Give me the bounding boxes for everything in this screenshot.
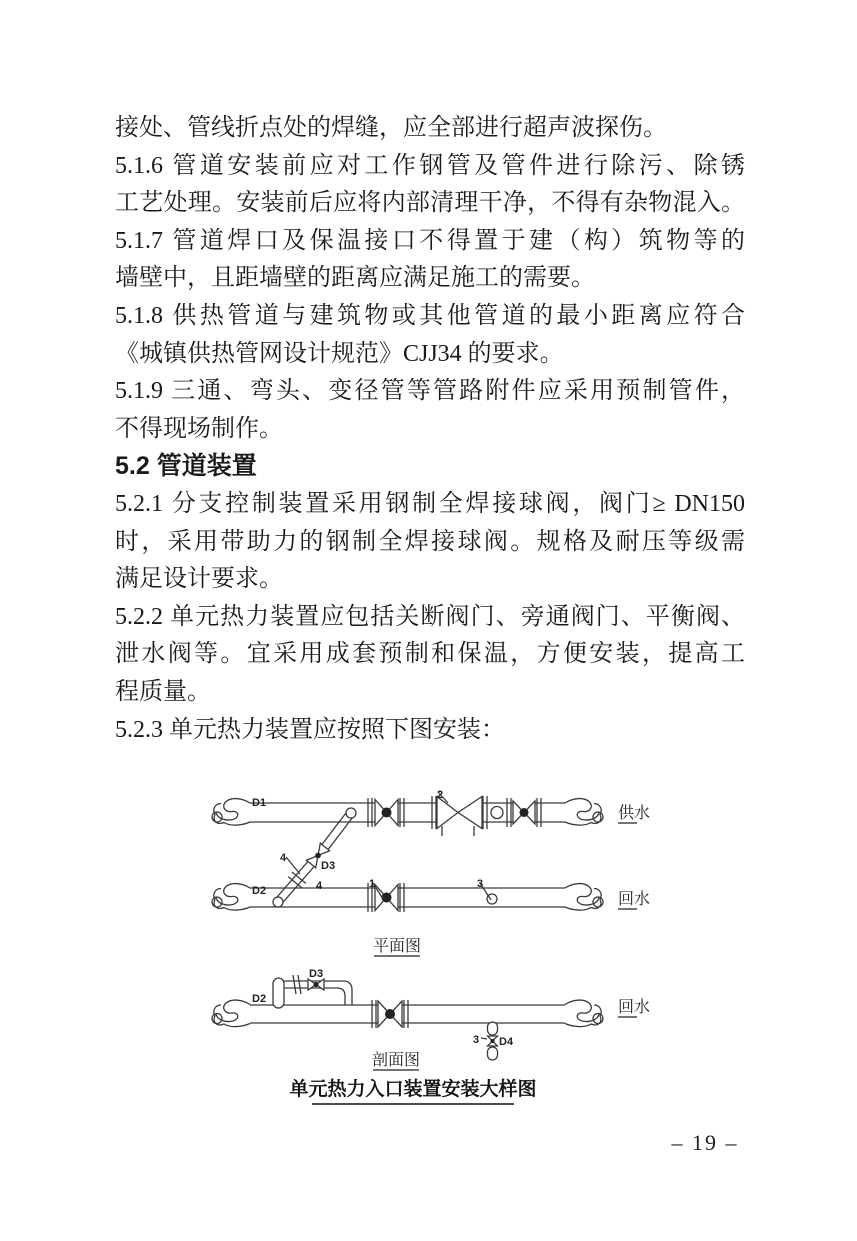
flow-labels-plan: [618, 804, 650, 909]
pipe-break-icon: [565, 799, 603, 826]
pipe-label: D3: [321, 860, 336, 872]
figure-caption: 单元热力入口装置安装大样图: [289, 1079, 537, 1100]
text-line: 满足设计要求。: [115, 566, 283, 593]
callout-label: 4: [316, 880, 323, 892]
text-line: 5.1.8 供热管道与建筑物或其他管道的最小距离应符合: [115, 302, 745, 329]
pipe-label: D2: [252, 993, 267, 1005]
text-block: [115, 110, 745, 749]
return-pipe-plan: [212, 883, 603, 912]
callout-label: 1: [369, 878, 376, 890]
plan-view: [212, 792, 603, 912]
return-water-label: 回水: [618, 891, 651, 908]
callout-label: 3: [477, 878, 484, 890]
shutoff-valve-icon: [378, 1001, 402, 1027]
return-water-label: 回水: [618, 999, 651, 1016]
pipe-break-icon: [212, 1000, 250, 1027]
page-number: – 19 –: [671, 1130, 739, 1155]
text-line: 不得现场制作。: [115, 415, 283, 442]
text-line: 时，采用带助力的钢制全焊接球阀。规格及耐压等级需: [115, 528, 745, 555]
callout-label: 4: [280, 852, 287, 864]
pipe-label: D2: [252, 885, 267, 897]
shutoff-valve-icon: [375, 885, 398, 911]
text-line: 工艺处理。安装前后应将内部清理干净，不得有杂物混入。: [115, 190, 745, 217]
shutoff-valve-icon: [375, 800, 398, 826]
pipe-label: D3: [309, 968, 324, 980]
pipe-break-icon: [212, 884, 250, 911]
text-line: 5.1.7 管道焊口及保温接口不得置于建（构）筑物等的: [115, 227, 745, 254]
section-heading: 5.2 管道装置: [115, 452, 257, 481]
pipe-fitting-icon: [273, 978, 284, 1008]
text-line: 5.2.1 分支控制装置采用钢制全焊接球阀，阀门≥ DN150: [115, 490, 745, 517]
drain-valve-assembly: [481, 1022, 498, 1060]
text-line: 《城镇供热管网设计规范》CJJ34 的要求。: [115, 340, 564, 367]
text-line: 5.2.3 单元热力装置应按照下图安装：: [115, 716, 505, 743]
pipe-break-icon: [565, 1000, 603, 1027]
text-line: 5.1.9 三通、弯头、变径管等管路附件应采用预制管件，: [115, 378, 745, 405]
section-view-title: 剖面图: [371, 1052, 421, 1069]
supply-pipe: [212, 796, 603, 836]
gauge-port-icon: [491, 807, 503, 819]
callout-label: 2: [437, 789, 444, 801]
text-line: 墙壁中，且距墙壁的距离应满足施工的需要。: [115, 265, 595, 292]
plan-view-title: 平面图: [372, 938, 422, 955]
leader-line: [481, 1038, 487, 1039]
text-line: 5.1.6 管道安装前应对工作钢管及管件进行除污、除锈: [115, 152, 745, 179]
installation-diagram: [190, 775, 710, 1115]
text-line: 接处、管线折点处的焊缝，应全部进行超声波探伤。: [115, 115, 667, 141]
pipe-break-marks: [293, 975, 301, 994]
flow-labels-section: [618, 998, 650, 1017]
pipe-label: D4: [499, 1036, 514, 1048]
control-valve-icon: [437, 797, 482, 837]
pipe-break-icon: [565, 884, 603, 911]
pipe-label: D1: [252, 797, 267, 809]
pipe-break-icon: [212, 799, 250, 826]
return-pipe-section: [212, 1000, 603, 1028]
text-line: 程质量。: [115, 678, 211, 705]
section-view: [212, 975, 603, 1060]
callout-label: 3: [473, 1034, 480, 1046]
shutoff-valve-icon: [513, 801, 535, 824]
text-line: 泄水阀等。宜采用成套预制和保温，方便安装，提高工: [115, 641, 745, 668]
text-line: 5.2.2 单元热力装置应包括关断阀门、旁通阀门、平衡阀、: [115, 603, 745, 630]
supply-water-label: 供水: [618, 805, 651, 822]
